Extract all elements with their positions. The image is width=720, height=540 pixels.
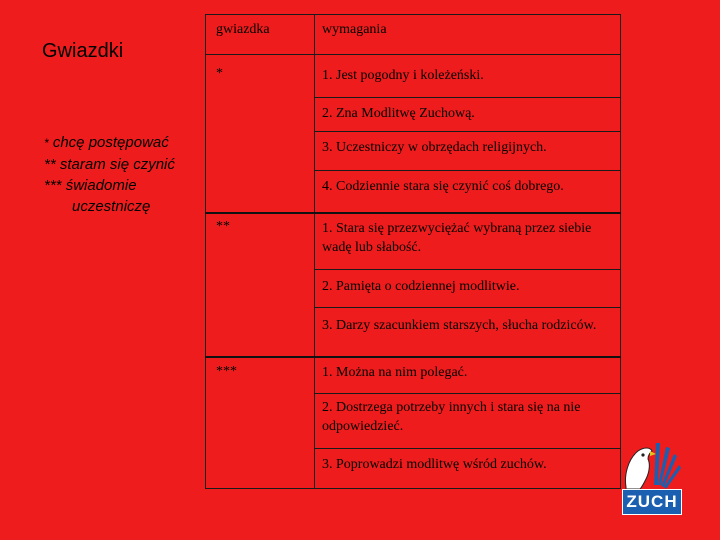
requirement-cell: 4. Codziennie stara się czynić coś dobrego.	[322, 179, 564, 194]
requirement-cell: 2. Pamięta o codziennej modlitwie.	[322, 279, 520, 294]
requirement-cell: 2. Zna Modlitwę Zuchową.	[322, 106, 475, 121]
stars-cell: ***	[216, 364, 237, 379]
header-stars: gwiazdka	[216, 22, 270, 37]
header-requirements: wymagania	[322, 22, 387, 37]
requirement-cell: 3. Uczestniczy w obrzędach religijnych.	[322, 140, 547, 155]
legend-item: uczestniczę	[72, 198, 151, 215]
legend-item: ** staram się czynić	[44, 156, 175, 173]
stars-cell: **	[216, 219, 230, 234]
requirement-cell: 3. Darzy szacunkiem starszych, słucha rodziców.	[322, 318, 597, 333]
stars-cell: *	[216, 66, 223, 81]
requirement-cell: 1. Można na nim polegać.	[322, 365, 468, 380]
page-title: Gwiazdki	[42, 40, 124, 62]
requirement-cell: 1. Jest pogodny i koleżeński.	[322, 68, 484, 83]
legend	[44, 132, 204, 217]
requirement-cell: 3. Poprowadzi modlitwę wśród zuchów.	[322, 457, 547, 472]
legend-item: *** świadomie	[44, 177, 137, 194]
requirement-cell: 2. Dostrzega potrzeby innych i stara się na nie odpowiedzieć.	[322, 400, 581, 434]
zuch-logo: ZUCH	[622, 489, 682, 515]
legend-item: * chcę postępować	[44, 134, 169, 151]
requirement-cell: 1. Stara się przezwyciężać wybraną przez siebie wadę lub słabość.	[322, 221, 592, 255]
